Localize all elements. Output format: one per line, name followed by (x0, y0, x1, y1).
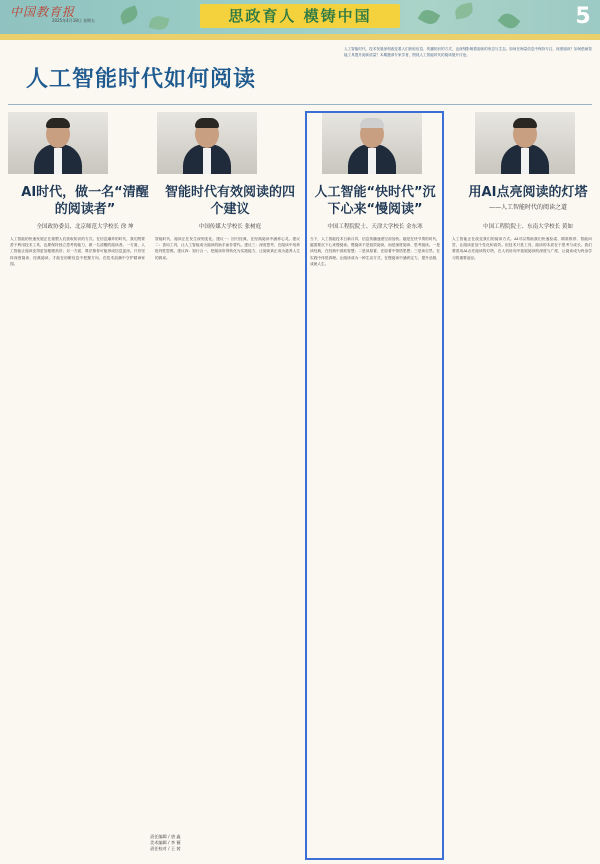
article-byline: 全国政协委员、北京师范大学校长 徐 坤 (36, 224, 134, 230)
article-body: 人工智能正在改变我们的阅读方式。AI可以帮助我们快速检索、精准推荐、智能问答，让阅读更加个性化和高效。但技术只是工具，阅读的本质在于思考与成长。我们要善用AI点亮阅读的灯塔，在人机协同中拓展阅读的深度与广度，让阅读成为终身学习的重要途径。 (452, 237, 592, 260)
article-byline: 中国工程院院士、东南大学校长 黄如 (483, 224, 573, 230)
article-subhead: ——人工智能时代的阅读之道 (488, 204, 567, 211)
leaf-decoration-icon (118, 5, 140, 24)
article-headline[interactable]: AI时代，做一名“清醒的阅读者” (21, 185, 149, 217)
article-byline: 中国工程院院士、天津大学校长 金东寒 (327, 224, 423, 230)
dateline: 2025年4月18日 星期五 (52, 18, 96, 23)
page-number: 5 (575, 4, 591, 29)
section-divider (8, 104, 592, 105)
article-body: 当下，人工智能技术日新月异，信息传播速度空前加快。越是在快节奏的时代，越需要沉下心来慢阅读。慢阅读不是低效阅读，而是深度阅读、思考阅读。一是读经典，在经典中汲取智慧；二是读原著，在原著中领悟思想；三是读自然，在实践中体悟真理。让阅读成为一种生活方式，在慢阅读中涵养定力，提升品格，成就人生。 (310, 237, 440, 266)
newspaper-logo: 中国教育报 (10, 5, 76, 19)
banner-divider (0, 34, 600, 40)
leaf-decoration-icon (418, 6, 441, 27)
article-headline[interactable]: 智能时代有效阅读的四个建议 (165, 185, 296, 217)
page-slogan: 思政育人 模铸中国 (200, 4, 400, 28)
page-title: 人工智能时代如何阅读 (26, 67, 257, 92)
article-body: 人工智能的快速发展正在重塑人们获取知识的方式。在信息爆炸的时代，我们既要善于利用技术工具，也要保持独立思考的能力，做一名清醒的阅读者。一方面，人工智能让阅读变得更加便捷高效；另一方面，算法推荐可能形成信息茧房。只有坚持深度阅读、经典阅读，才能在纷繁信息中把握方向，在技术浪潮中守护精神家园。 (10, 237, 145, 266)
editor-intro: 人工智能时代，技术发展深刻改变着人们获取信息、传播知识的方式，也深刻影响着阅读的形态与生态。如何在海量信息中保持专注、深度阅读？如何借助智能工具提升阅读质量？本期邀请专家学者，围绕人工智能时代的阅读展开讨论。 (344, 47, 592, 57)
author-photo (157, 112, 257, 174)
article-headline[interactable]: 用AI点亮阅读的灯塔 (468, 185, 588, 200)
credit-line: 责任编辑 / 唐 鑫 (150, 834, 181, 839)
leaf-decoration-icon (148, 14, 169, 32)
author-photo (8, 112, 108, 174)
credit-line: 美术编辑 / 李 薇 (150, 840, 181, 845)
article-body: 智能时代，阅读正在发生深刻变化。建议一：回归经典，在经典阅读中涵养心灵。建议二：善用工具，让人工智能成为阅读的助手而非替代。建议三：深度思考，在阅读中培养批判性思维。建议四：知行合一，把阅读所得转化为实践能力，让阅读真正成为滋养人生的源泉。 (155, 237, 300, 260)
article-byline: 中国传媒大学校长 张树庭 (198, 224, 262, 230)
article-headline[interactable]: 人工智能“快时代”沉下心来“慢阅读” (314, 185, 436, 217)
author-photo (475, 112, 575, 174)
credit-line: 责任校对 / 王 茜 (150, 846, 181, 851)
masthead-banner (0, 0, 600, 34)
leaf-decoration-icon (454, 3, 474, 20)
editorial-credits (150, 834, 181, 852)
leaf-decoration-icon (498, 10, 521, 32)
